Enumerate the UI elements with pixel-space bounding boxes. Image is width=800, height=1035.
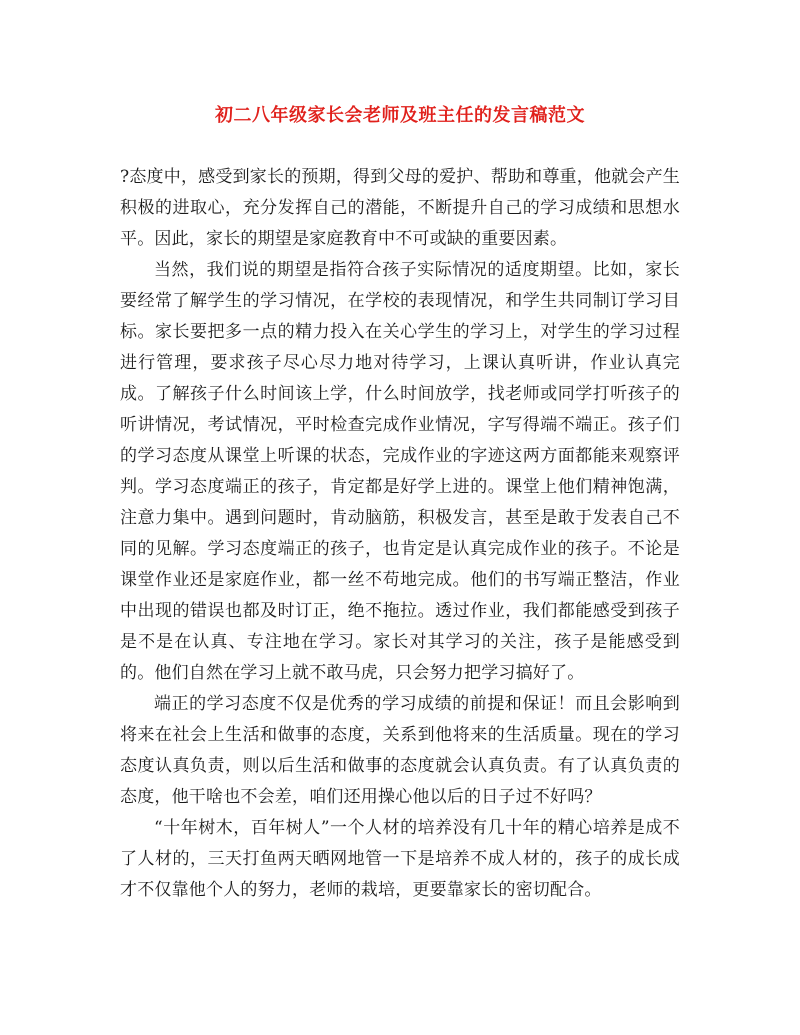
document-title: 初二八年级家长会老师及班主任的发言稿范文	[215, 105, 585, 126]
paragraph-1: ?态度中，感受到家长的预期，得到父母的爱护、帮助和尊重，他就会产生积极的进取心，充分发挥自己的潜能，不断提升自己的学习成绩和思想水平。因此，家长的期望是家庭教育中不可或缺的重要因素。	[120, 167, 680, 249]
paragraph-4: “十年树木，百年树人”一个人材的培养没有几十年的精心培养是成不了人材的，三天打鱼两天晒网地管一下是培养不成人材的，孩子的成长成才不仅靠他个人的努力，老师的栽培，更要靠家长的密切配合。	[120, 818, 680, 900]
paragraph-3: 端正的学习态度不仅是优秀的学习成绩的前提和保证！而且会影响到将来在社会上生活和做事的态度，关系到他将来的生活质量。现在的学习态度认真负责，则以后生活和做事的态度就会认真负责。有了认真负责的态度，他干啥也不会差，咱们还用操心他以后的日子过不好吗？	[120, 694, 680, 807]
document-body	[120, 162, 680, 906]
paragraph-2: 当然，我们说的期望是指符合孩子实际情况的适度期望。比如，家长要经常了解学生的学习情况，在学校的表现情况，和学生共同制订学习目标。家长要把多一点的精力投入在关心学生的学习上，对学生的学习过程进行管理，要求孩子尽心尽力地对待学习，上课认真听讲，作业认真完成。了解孩子什么时间该上学，什么时间放学，找老师或同学打听孩子的听讲情况，考试情况，平时检查完成作业情况，字写得端不端正。孩子们的学习态度从课堂上听课的状态，完成作业的字迹这两方面都能来观察评判。学习态度端正的孩子，肯定都是好学上进的。课堂上他们精神饱满，注意力集中。遇到问题时，肯动脑筋，积极发言，甚至是敢于发表自己不同的见解。学习态度端正的孩子，也肯定是认真完成作业的孩子。不论是课堂作业还是家庭作业，都一丝不苟地完成。他们的书写端正整洁，作业中出现的错误也都及时订正，绝不拖拉。透过作业，我们都能感受到孩子是不是在认真、专注地在学习。家长对其学习的关注，孩子是能感受到的。他们自然在学习上就不敢马虎，只会努力把学习搞好了。	[120, 260, 680, 683]
